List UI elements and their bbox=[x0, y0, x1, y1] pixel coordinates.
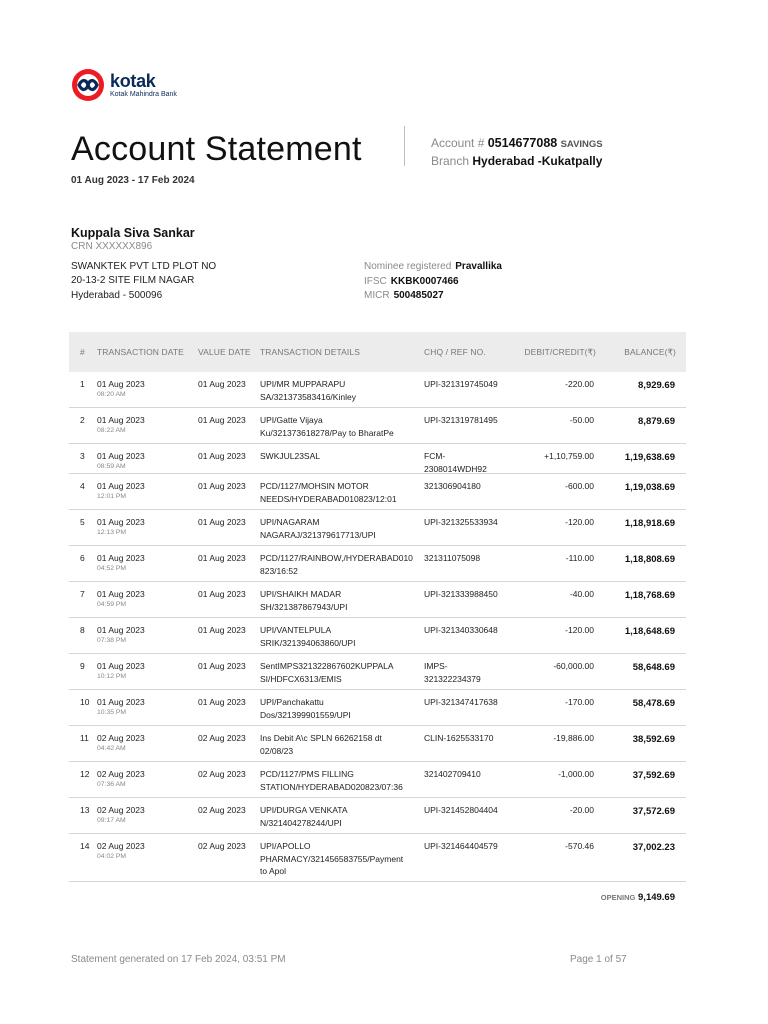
transaction-time: 10:35 PM bbox=[97, 709, 127, 716]
transaction-time: 09:17 AM bbox=[97, 817, 126, 824]
value-date: 01 Aug 2023 bbox=[198, 697, 246, 707]
transaction-details bbox=[260, 480, 425, 505]
reference-line: 321306904180 bbox=[424, 481, 481, 491]
balance-amount: 58,648.69 bbox=[632, 662, 675, 673]
transaction-date: 01 Aug 2023 bbox=[97, 517, 145, 527]
reference-number bbox=[424, 768, 481, 781]
transaction-date: 01 Aug 2023 bbox=[97, 697, 145, 707]
balance-amount: 58,478.69 bbox=[632, 698, 675, 709]
reference-number bbox=[424, 804, 498, 817]
reference-number bbox=[424, 450, 487, 475]
opening-value: 9,149.69 bbox=[638, 892, 675, 903]
reference-number bbox=[424, 840, 498, 853]
table-row bbox=[69, 582, 686, 618]
value-date: 01 Aug 2023 bbox=[198, 553, 246, 563]
ifsc-label: IFSC bbox=[364, 276, 387, 287]
transaction-details bbox=[260, 624, 425, 649]
value-date: 02 Aug 2023 bbox=[198, 733, 246, 743]
reference-number bbox=[424, 624, 498, 637]
col-header-balance: BALANCE(₹) bbox=[624, 347, 676, 357]
transaction-date: 01 Aug 2023 bbox=[97, 451, 145, 461]
table-row bbox=[69, 618, 686, 654]
transaction-details bbox=[260, 378, 425, 403]
row-number: 6 bbox=[80, 553, 85, 563]
reference-number bbox=[424, 378, 498, 391]
nominee-label: Nominee registered bbox=[364, 261, 452, 272]
table-row bbox=[69, 444, 686, 474]
transaction-date: 01 Aug 2023 bbox=[97, 625, 145, 635]
transaction-details bbox=[260, 840, 425, 878]
row-number: 13 bbox=[80, 805, 90, 815]
transaction-time: 04:52 PM bbox=[97, 565, 127, 572]
transaction-details-line: Ins Debit A\c SPLN 66262158 dt bbox=[260, 733, 382, 743]
row-number: 14 bbox=[80, 841, 90, 851]
transaction-details bbox=[260, 414, 425, 439]
table-row bbox=[69, 510, 686, 546]
table-row bbox=[69, 834, 686, 882]
row-number: 1 bbox=[80, 379, 85, 389]
col-header-amount: DEBIT/CREDIT(₹) bbox=[524, 347, 596, 357]
transaction-details-line: SA/321373583416/Kinley bbox=[260, 391, 356, 402]
transaction-time: 12:01 PM bbox=[97, 493, 127, 500]
transaction-details-line: UPI/VANTELPULA bbox=[260, 625, 332, 635]
transaction-details-line: to Apol bbox=[260, 866, 286, 876]
transaction-date: 01 Aug 2023 bbox=[97, 481, 145, 491]
account-label: Account # bbox=[431, 136, 485, 150]
transaction-time: 12:13 PM bbox=[97, 529, 127, 536]
transaction-details-line: SentIMPS321322867602KUPPALA bbox=[260, 661, 394, 671]
transaction-time: 08:20 AM bbox=[97, 391, 126, 398]
table-row bbox=[69, 798, 686, 834]
table-header bbox=[69, 332, 686, 372]
transaction-time: 04:02 PM bbox=[97, 853, 127, 860]
debit-credit-amount: -600.00 bbox=[565, 481, 594, 491]
address-line-1: SWANKTEK PVT LTD PLOT NO bbox=[71, 261, 217, 272]
row-number: 7 bbox=[80, 589, 85, 599]
debit-credit-amount: -50.00 bbox=[569, 415, 594, 425]
transaction-details bbox=[260, 450, 425, 463]
table-row bbox=[69, 546, 686, 582]
reference-line: IMPS- bbox=[424, 661, 448, 671]
debit-credit-amount: -40.00 bbox=[569, 589, 594, 599]
account-number: 0514677088 bbox=[487, 136, 558, 150]
reference-number bbox=[424, 414, 498, 427]
transaction-date: 02 Aug 2023 bbox=[97, 733, 145, 743]
debit-credit-amount: -170.00 bbox=[565, 697, 594, 707]
micr-value: 500485027 bbox=[393, 290, 444, 301]
transaction-details-line: UPI/APOLLO bbox=[260, 841, 311, 851]
reference-number bbox=[424, 660, 481, 685]
debit-credit-amount: +1,10,759.00 bbox=[544, 451, 594, 461]
transaction-details bbox=[260, 660, 425, 685]
reference-line: 2308014WDH92 bbox=[424, 463, 487, 474]
balance-amount: 1,18,808.69 bbox=[624, 554, 675, 565]
col-header-details: TRANSACTION DETAILS bbox=[260, 347, 360, 357]
reference-number bbox=[424, 552, 480, 565]
transaction-time: 04:42 AM bbox=[97, 745, 126, 752]
transaction-details-line: PHARMACY/321456583755/Payment bbox=[260, 853, 404, 864]
table-row bbox=[69, 726, 686, 762]
transaction-details bbox=[260, 696, 425, 721]
debit-credit-amount: -60,000.00 bbox=[553, 661, 594, 671]
debit-credit-amount: -1,000.00 bbox=[558, 769, 594, 779]
reference-line: UPI-321464404579 bbox=[424, 841, 498, 851]
value-date: 01 Aug 2023 bbox=[198, 589, 246, 599]
kotak-logo bbox=[71, 68, 177, 102]
transaction-details-line: STATION/HYDERABAD020823/07:36 bbox=[260, 781, 403, 792]
transaction-details-line: SH/321387867943/UPI bbox=[260, 601, 348, 612]
transaction-details-line: UPI/DURGA VENKATA bbox=[260, 805, 348, 815]
nominee-value: Pravallika bbox=[455, 261, 502, 272]
reference-number bbox=[424, 480, 481, 493]
value-date: 01 Aug 2023 bbox=[198, 625, 246, 635]
transaction-time: 08:22 AM bbox=[97, 427, 126, 434]
reference-line: UPI-321325533934 bbox=[424, 517, 498, 527]
transaction-details bbox=[260, 588, 425, 613]
balance-amount: 37,572.69 bbox=[632, 806, 675, 817]
transaction-date: 02 Aug 2023 bbox=[97, 805, 145, 815]
branch-label: Branch bbox=[431, 154, 470, 168]
customer-crn: CRN XXXXXX896 bbox=[71, 241, 153, 252]
transaction-time: 04:59 PM bbox=[97, 601, 127, 608]
transaction-details-line: NAGARAJ/321379617713/UPI bbox=[260, 529, 376, 540]
page-number: Page 1 of 57 bbox=[570, 954, 627, 965]
transaction-time: 08:59 AM bbox=[97, 463, 126, 470]
table-row bbox=[69, 654, 686, 690]
balance-amount: 1,18,918.69 bbox=[624, 518, 675, 529]
transaction-details-line: N/321404278244/UPI bbox=[260, 817, 342, 828]
reference-line: CLIN-1625533170 bbox=[424, 733, 494, 743]
value-date: 01 Aug 2023 bbox=[198, 451, 246, 461]
balance-amount: 1,19,638.69 bbox=[624, 452, 675, 463]
transaction-details bbox=[260, 732, 425, 757]
transaction-details-line: Dos/321399901559/UPI bbox=[260, 709, 351, 720]
header-divider bbox=[404, 126, 405, 166]
table-row bbox=[69, 408, 686, 444]
transaction-details-line: UPI/Panchakattu bbox=[260, 697, 324, 707]
table-row bbox=[69, 372, 686, 408]
ifsc-value: KKBK0007466 bbox=[390, 276, 459, 287]
debit-credit-amount: -570.46 bbox=[565, 841, 594, 851]
transaction-details-line: 02/08/23 bbox=[260, 745, 294, 756]
balance-amount: 8,929.69 bbox=[638, 380, 675, 391]
reference-number bbox=[424, 516, 498, 529]
balance-amount: 1,19,038.69 bbox=[624, 482, 675, 493]
row-number: 8 bbox=[80, 625, 85, 635]
balance-amount: 1,18,768.69 bbox=[624, 590, 675, 601]
reference-line: FCM- bbox=[424, 451, 446, 461]
branch-info bbox=[431, 154, 602, 168]
value-date: 02 Aug 2023 bbox=[198, 805, 246, 815]
transaction-details-line: PCD/1127/PMS FILLING bbox=[260, 769, 354, 779]
table-row bbox=[69, 690, 686, 726]
table-row bbox=[69, 762, 686, 798]
generated-note: Statement generated on 17 Feb 2024, 03:51 PM bbox=[71, 954, 286, 965]
value-date: 01 Aug 2023 bbox=[198, 517, 246, 527]
balance-amount: 37,002.23 bbox=[632, 842, 675, 853]
value-date: 01 Aug 2023 bbox=[198, 379, 246, 389]
transaction-details-line: UPI/SHAIKH MADAR bbox=[260, 589, 342, 599]
col-header-no: # bbox=[80, 347, 85, 357]
row-number: 4 bbox=[80, 481, 85, 491]
transaction-time: 07:38 PM bbox=[97, 637, 127, 644]
debit-credit-amount: -20.00 bbox=[569, 805, 594, 815]
reference-number bbox=[424, 696, 498, 709]
reference-line: UPI-321319745049 bbox=[424, 379, 498, 389]
reference-line: 321311075098 bbox=[424, 553, 481, 563]
customer-name: Kuppala Siva Sankar bbox=[71, 226, 195, 240]
row-number: 11 bbox=[80, 733, 89, 743]
transaction-details-line: SI/HDFCX6313/EMIS bbox=[260, 673, 342, 684]
transaction-details-line: Ku/321373618278/Pay to BharatPe bbox=[260, 427, 394, 438]
debit-credit-amount: -110.00 bbox=[565, 553, 594, 563]
reference-line: 321402709410 bbox=[424, 769, 481, 779]
transaction-date: 01 Aug 2023 bbox=[97, 553, 145, 563]
reference-line: UPI-321340330648 bbox=[424, 625, 498, 635]
col-header-value-date: VALUE DATE bbox=[198, 347, 251, 357]
row-number: 10 bbox=[80, 697, 90, 707]
transaction-details-line: NEEDS/HYDERABAD010823/12:01 bbox=[260, 493, 397, 504]
transaction-date: 01 Aug 2023 bbox=[97, 415, 145, 425]
value-date: 01 Aug 2023 bbox=[198, 415, 246, 425]
bank-name: kotak bbox=[110, 71, 156, 91]
reference-line: UPI-321452804404 bbox=[424, 805, 498, 815]
transaction-details bbox=[260, 804, 425, 829]
row-number: 12 bbox=[80, 769, 90, 779]
transaction-details-line: 823/16:52 bbox=[260, 565, 298, 576]
bank-subtitle: Kotak Mahindra Bank bbox=[110, 91, 177, 98]
transaction-details bbox=[260, 768, 425, 793]
account-type: SAVINGS bbox=[560, 139, 603, 150]
transaction-details-line: UPI/Gatte Vijaya bbox=[260, 415, 323, 425]
address-line-3: Hyderabad - 500096 bbox=[71, 290, 163, 301]
transaction-details-line: UPI/NAGARAM bbox=[260, 517, 320, 527]
transaction-details-line: PCD/1127/RAINBOW,/HYDERABAD010 bbox=[260, 553, 413, 563]
statement-period: 01 Aug 2023 - 17 Feb 2024 bbox=[71, 175, 195, 186]
col-header-ref: CHQ / REF NO. bbox=[424, 347, 486, 357]
transaction-details-line: PCD/1127/MOHSIN MOTOR bbox=[260, 481, 369, 491]
balance-amount: 38,592.69 bbox=[632, 734, 675, 745]
debit-credit-amount: -120.00 bbox=[565, 517, 594, 527]
opening-balance bbox=[601, 892, 675, 903]
col-header-txn-date: TRANSACTION DATE bbox=[97, 347, 184, 357]
row-number: 5 bbox=[80, 517, 85, 527]
micr-info bbox=[364, 290, 444, 301]
transaction-details-line: SRIK/321394063860/UPI bbox=[260, 637, 356, 648]
value-date: 02 Aug 2023 bbox=[198, 841, 246, 851]
reference-line: UPI-321333988450 bbox=[424, 589, 498, 599]
value-date: 01 Aug 2023 bbox=[198, 481, 246, 491]
transaction-details bbox=[260, 552, 425, 577]
transaction-date: 01 Aug 2023 bbox=[97, 379, 145, 389]
address-line-2: 20-13-2 SITE FILM NAGAR bbox=[71, 275, 195, 286]
transaction-date: 01 Aug 2023 bbox=[97, 661, 145, 671]
table-row bbox=[69, 474, 686, 510]
balance-amount: 8,879.69 bbox=[638, 416, 675, 427]
reference-number bbox=[424, 588, 498, 601]
reference-line: UPI-321347417638 bbox=[424, 697, 498, 707]
transaction-date: 02 Aug 2023 bbox=[97, 769, 145, 779]
transaction-time: 10:12 PM bbox=[97, 673, 127, 680]
row-number: 3 bbox=[80, 451, 85, 461]
value-date: 02 Aug 2023 bbox=[198, 769, 246, 779]
transaction-details bbox=[260, 516, 425, 541]
branch-value: Hyderabad -Kukatpally bbox=[472, 154, 603, 168]
debit-credit-amount: -220.00 bbox=[565, 379, 594, 389]
opening-label: OPENING bbox=[600, 893, 636, 902]
transaction-details-line: SWKJUL23SAL bbox=[260, 451, 320, 461]
reference-number bbox=[424, 732, 493, 745]
reference-line: UPI-321319781495 bbox=[424, 415, 498, 425]
transaction-date: 02 Aug 2023 bbox=[97, 841, 145, 851]
micr-label: MICR bbox=[364, 290, 390, 301]
balance-amount: 1,18,648.69 bbox=[624, 626, 675, 637]
debit-credit-amount: -120.00 bbox=[565, 625, 594, 635]
nominee-info bbox=[364, 261, 502, 272]
ifsc-info bbox=[364, 276, 459, 287]
row-number: 9 bbox=[80, 661, 85, 671]
balance-amount: 37,592.69 bbox=[632, 770, 675, 781]
transaction-time: 07:36 AM bbox=[97, 781, 126, 788]
account-info bbox=[431, 136, 603, 150]
reference-line: 321322234379 bbox=[424, 673, 481, 684]
debit-credit-amount: -19,886.00 bbox=[553, 733, 594, 743]
value-date: 01 Aug 2023 bbox=[198, 661, 246, 671]
kotak-emblem-icon bbox=[71, 68, 105, 102]
page-title: Account Statement bbox=[71, 130, 362, 168]
transaction-date: 01 Aug 2023 bbox=[97, 589, 145, 599]
transaction-details-line: UPI/MR MUPPARAPU bbox=[260, 379, 346, 389]
row-number: 2 bbox=[80, 415, 85, 425]
